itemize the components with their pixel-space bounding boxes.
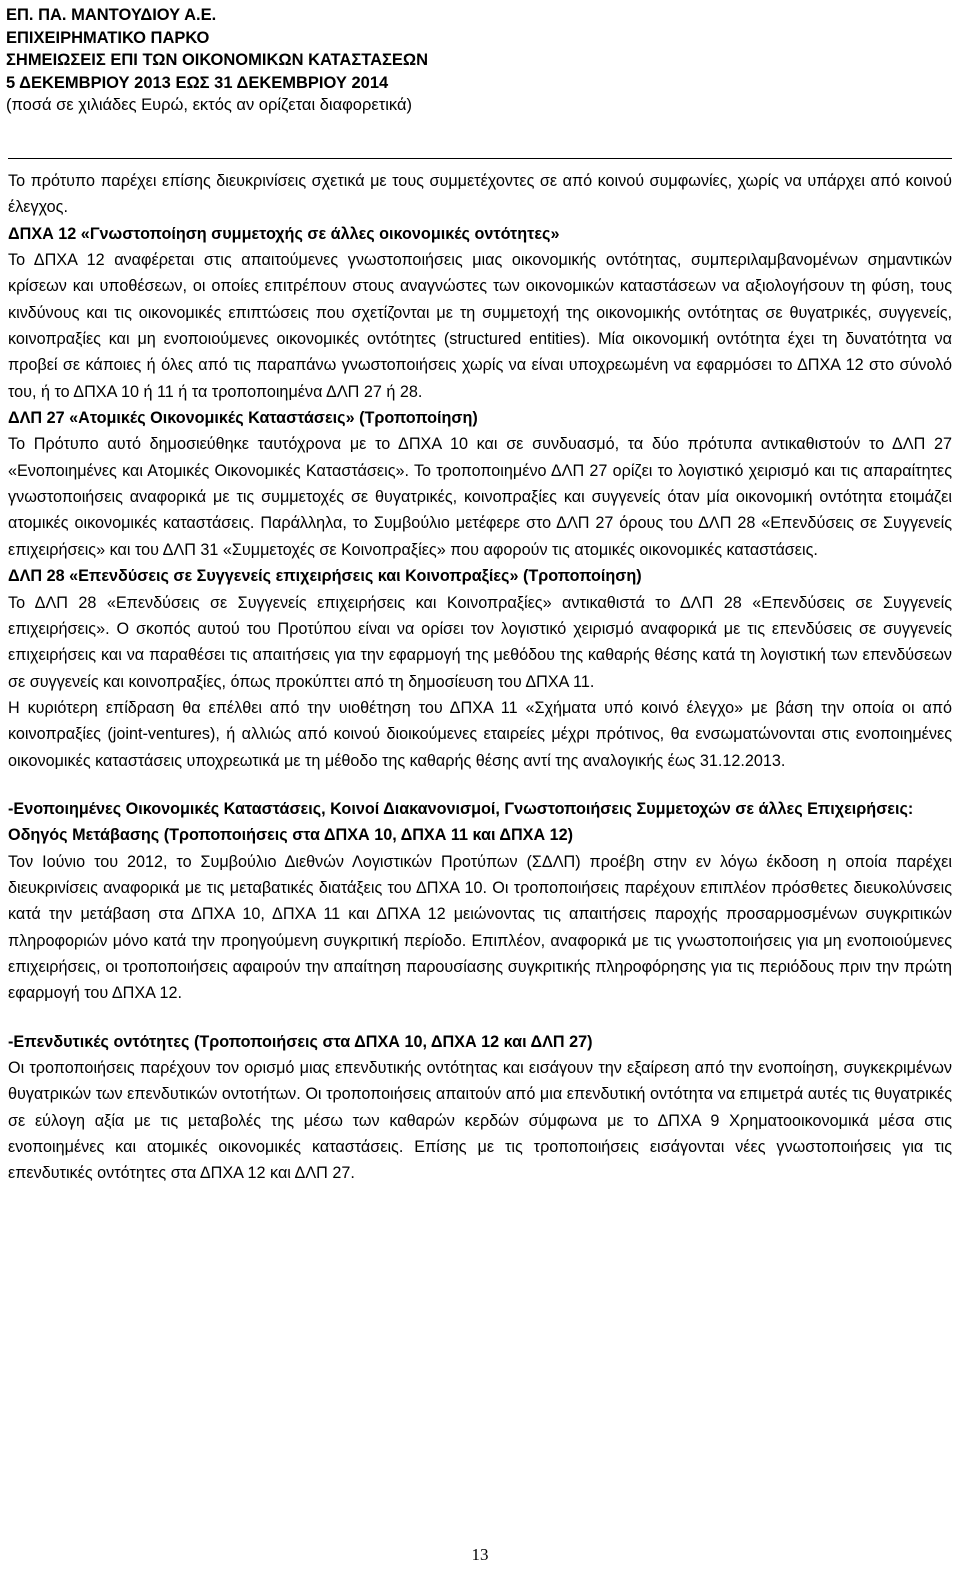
paragraph: Οι τροποποιήσεις παρέχουν τον ορισμό μιας επενδυτικής οντότητας και εισάγουν την εξαίρεση από την ενοποίηση, συγκεκριμένων θυγατρικών των επενδυτικών οντοτήτων. Οι τροποποιήσεις απαιτούν από μια επενδυτική οντότητα να επιμετρά αυτές τις θυγατρικές σε εύλογη αξία με τις μεταβολές της μέσω των καθαρών κερδών σύμφωνα με το ΔΠΧΑ 9 Χρηματοοικονομικά μέσα στις ενοποιημένες και ατομικές οικονομικές καταστάσεις. Επίσης με τις τροποποιήσεις εισάγονται νέες γνωστοποιήσεις για τις επενδυτικές οντότητες στα ΔΠΧΑ 12 και ΔΛΠ 27. <box>8 1059 952 1183</box>
company-name: ΕΠ. ΠΑ. ΜΑΝΤΟΥΔΙΟΥ Α.Ε. <box>6 6 217 24</box>
reporting-period: 5 ΔΕΚΕΜΒΡΙΟΥ 2013 ΕΩΣ 31 ΔΕΚΕΜΒΡΙΟΥ 2014 <box>6 73 389 92</box>
paragraph: Το ΔΠΧΑ 12 αναφέρεται στις απαιτούμενες γνωστοποιήσεις μιας οικονομικής οντότητας, συμπεριλαμβανομένων σημαντικών κρίσεων και υποθέσεων, οι οποίες επιτρέπουν στους αναγνώστες των οικονομικών καταστάσεων να αξιολογήσουν τη φύση, τους κινδύνους και τις οικονομικές επιπτώσεις που σχετίζονται με τη συμμετοχή της οικονομικής οντότητας σε θυγατρικές, συγγενείς, κοινοπραξίες και μη ενοποιούμενες οικονομικές οντότητες (structured entities). Μία οικονομική οντότητα έχει τη δυνατότητα να προβεί σε κάποιες ή όλες από τις παραπάνω γνωστοποιήσεις χωρίς να είναι υποχρεωμένη να εφαρμόσει το ΔΠΧΑ 12 στο σύνολό του, ή το ΔΠΧΑ 10 ή 11 ή τα τροποποιημένα ΔΛΠ 27 ή 28. <box>8 251 952 401</box>
paragraph: Η κυριότερη επίδραση θα επέλθει από την υιοθέτηση του ΔΠΧΑ 11 «Σχήματα υπό κοινό έλεγχο» με βάση την οποία οι από κοινοπραξίες (joint-ventures), ή αλλιώς από κοινού διοικούμενες εταιρείες μέχρι πρότινος, θα ενσωματώνονται στις ενοποιημένες οικονομικές καταστάσεις υποχρεωτικά με τη μέθοδο της καθαρής θέσης αντί της αναλογικής έως 31.12.2013. <box>8 698 952 770</box>
spacer <box>8 1007 952 1029</box>
document-body <box>8 168 952 1187</box>
business-park-title: ΕΠΙΧΕΙΡΗΜΑΤΙΚΟ ΠΑΡΚΟ <box>6 28 210 47</box>
section-title-transition-guidance: -Ενοποιημένες Οικονομικές Καταστάσεις, Κοινοί Διακανονισμοί, Γνωστοποιήσεις Συμμετοχών σε άλλες Επιχειρήσεις: Οδηγός Μετάβασης (Τροποποιήσεις στα ΔΠΧΑ 10, ΔΠΧΑ 11 και ΔΠΧΑ 12) <box>8 799 914 845</box>
section-title-ias27: ΔΛΠ 27 «Ατομικές Οικονομικές Καταστάσεις» (Τροποποίηση) <box>8 409 478 428</box>
notes-title: ΣΗΜΕΙΩΣΕΙΣ ΕΠΙ ΤΩΝ ΟΙΚΟΝΟΜΙΚΩΝ ΚΑΤΑΣΤΑΣΕΩΝ <box>6 51 429 69</box>
header-divider <box>8 158 952 159</box>
section-title-ias28: ΔΛΠ 28 «Επενδύσεις σε Συγγενείς επιχειρήσεις και Κοινοπραξίες» (Τροποποίηση) <box>8 567 642 586</box>
paragraph: Τον Ιούνιο του 2012, το Συμβούλιο Διεθνών Λογιστικών Προτύπων (ΣΔΛΠ) προέβη στην εν λόγω έκδοση η οποία παρέχει διευκρινίσεις αναφορικά με τις μεταβατικές διατάξεις του ΔΠΧΑ 10. Οι τροποποιήσεις παρέχουν επιπλέον πρόσθετες διευκολύνσεις κατά την μετάβαση στα ΔΠΧΑ 10, ΔΠΧΑ 11 και ΔΠΧΑ 12 μειώνοντας τις απαιτήσεις παροχής προσαρμοσμένων συγκριτικών πληροφοριών μόνο κατά την προηγούμενη συγκριτική περίοδο. Επιπλέον, αναφορικά με τις γνωστοποιήσεις για μη ενοποιούμενες επιχειρήσεις, οι τροποποιήσεις αφαιρούν την απαίτηση παρουσίασης συγκριτικής πληροφόρησης για τις περιόδους πριν την πρώτη εφαρμογή του ΔΠΧΑ 12. <box>8 852 952 1003</box>
section-title-investment-entities: -Επενδυτικές οντότητες (Τροποποιήσεις στα ΔΠΧΑ 10, ΔΠΧΑ 12 και ΔΛΠ 27) <box>8 1032 593 1051</box>
document-header <box>6 4 954 117</box>
paragraph: Το Πρότυπο αυτό δημοσιεύθηκε ταυτόχρονα με το ΔΠΧΑ 10 και σε συνδυασμό, τα δύο πρότυπα αντικαθιστούν το ΔΛΠ 27 «Ενοποιημένες και Ατομικές Οικονομικές Καταστάσεις». Το τροποποιημένο ΔΛΠ 27 ορίζει το λογιστικό χειρισμό και τις απαραίτητες γνωστοποιήσεις αναφορικά με τις συμμετοχές σε θυγατρικές, κοινοπραξίες και συγγενείς όταν μία οικονομική οντότητα ετοιμάζει ατομικές οικονομικές καταστάσεις. Παράλληλα, το Συμβούλιο μετέφερε στο ΔΛΠ 27 όρους του ΔΛΠ 28 «Επενδύσεις σε Συγγενείς επιχειρήσεις» και του ΔΛΠ 31 «Συμμετοχές σε Κοινοπραξίες» που αφορούν τις ατομικές οικονομικές καταστάσεις. <box>8 435 952 559</box>
amounts-note: (ποσά σε χιλιάδες Ευρώ, εκτός αν ορίζεται διαφορετικά) <box>6 96 412 114</box>
section-title-ifrs12: ΔΠΧΑ 12 «Γνωστοποίηση συμμετοχής σε άλλες οικονομικές οντότητες» <box>8 224 560 243</box>
paragraph: Το ΔΛΠ 28 «Επενδύσεις σε Συγγενείς επιχειρήσεις και Κοινοπραξίες» αντικαθιστά το ΔΛΠ 28 «Επενδύσεις σε Συγγενείς επιχειρήσεις». Ο σκοπός αυτού του Προτύπου είναι να ορίσει τον λογιστικό χειρισμό αναφορικά με τις επενδύσεις σε συγγενείς επιχειρήσεις και να παραθέσει τις απαιτήσεις για την εφαρμογή της μεθόδου της καθαρής θέσης κατά τη λογιστική των επενδύσεων σε συγγενείς και κοινοπραξίες, όπως προκύπτει από τη δημοσίευση του ΔΠΧΑ 11. <box>8 593 952 691</box>
page-number: 13 <box>471 1545 489 1564</box>
spacer <box>8 774 952 796</box>
paragraph: Το πρότυπο παρέχει επίσης διευκρινίσεις σχετικά με τους συμμετέχοντες σε από κοινού συμφωνίες, χωρίς να υπάρχει από κοινού έλεγχος. <box>8 172 952 217</box>
